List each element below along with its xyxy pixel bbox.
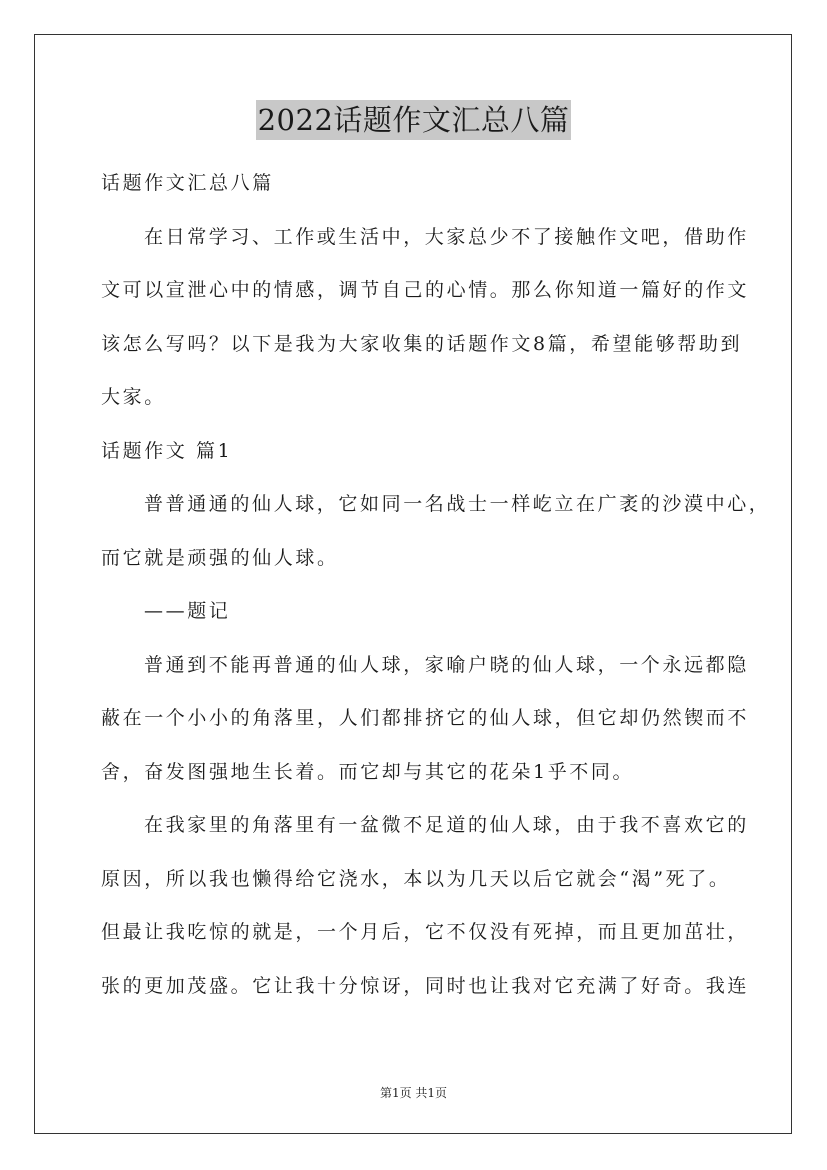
text-line: 在我家里的角落里有一盆微不足道的仙人球，由于我不喜欢它的 <box>144 814 749 836</box>
text-line: 而它就是顽强的仙人球。 <box>101 546 339 569</box>
text-line: 该怎么写吗？以下是我为大家收集的话题作文8篇，希望能够帮助到 <box>101 332 743 355</box>
text-line: 大家。 <box>101 386 166 408</box>
text-line: 普普通通的仙人球，它如同一名战士一样屹立在广袤的沙漠中心， <box>144 493 771 515</box>
text-line: 文可以宣泄心中的情感，调节自己的心情。那么你知道一篇好的作文 <box>101 279 750 301</box>
text-line: ——题记 <box>144 600 231 622</box>
text-line: 在日常学习、工作或生活中，大家总少不了接触作文吧，借助作 <box>144 225 749 248</box>
text-line: 话题作文 篇1 <box>101 439 233 462</box>
document-body <box>101 170 771 1026</box>
text-line: 话题作文汇总八篇 <box>101 172 274 194</box>
text-line: 普通到不能再普通的仙人球，家喻户晓的仙人球，一个永远都隐 <box>144 653 749 676</box>
document-title: 2022话题作文汇总八篇 <box>256 100 572 140</box>
text-line: 但最让我吃惊的就是，一个月后，它不仅没有死掉，而且更加茁壮， <box>101 921 750 943</box>
text-line: 张的更加茂盛。它让我十分惊讶，同时也让我对它充满了好奇。我连 <box>101 974 750 997</box>
text-line: 舍，奋发图强地生长着。而它却与其它的花朵1乎不同。 <box>101 760 635 783</box>
page-footer: 第1页 共1页 <box>379 1086 448 1100</box>
text-line: 蔽在一个小小的角落里，人们都排挤它的仙人球，但它却仍然锲而不 <box>101 707 750 729</box>
text-line: 原因，所以我也懒得给它浇水，本以为几天以后它就会“渴”死了。 <box>101 867 731 890</box>
title-container <box>0 100 827 140</box>
